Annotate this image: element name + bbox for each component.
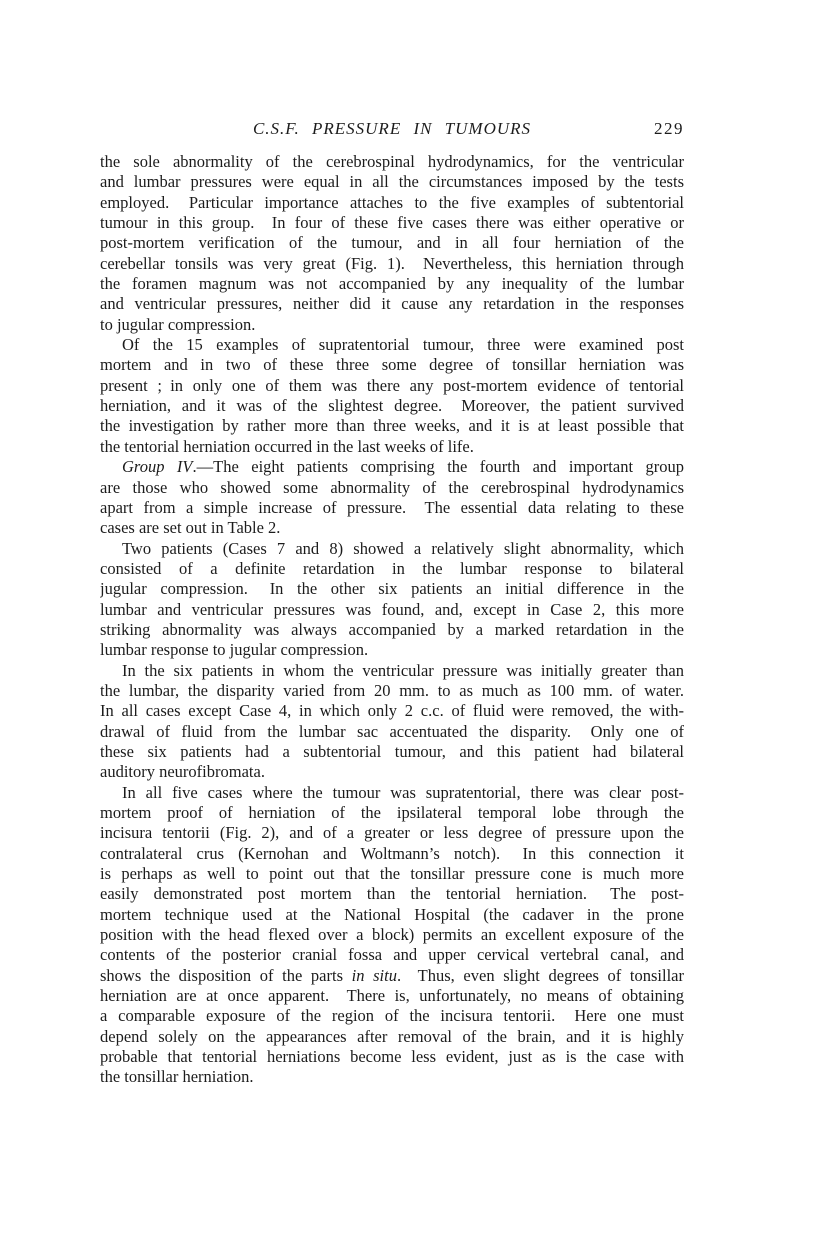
text-line: these six patients had a subtentorial tumour, and this patient had bilateral bbox=[100, 741, 684, 761]
text-line: and lumbar pressures were equal in all the circumstances imposed by the tests bbox=[100, 172, 684, 192]
text-line: In all five cases where the tumour was supratentorial, there was clear post- bbox=[122, 782, 684, 802]
text-line: auditory neurofibromata. bbox=[100, 762, 265, 782]
text-line: lumbar and ventricular pressures was found, and, except in Case 2, this more bbox=[100, 599, 684, 619]
text-line: Of the 15 examples of supratentorial tumour, three were examined post bbox=[122, 335, 684, 355]
text-line: consisted of a definite retardation in the lumbar response to bilateral bbox=[100, 558, 684, 578]
text-line: depend solely on the appearances after removal of the brain, and it is highly bbox=[100, 1026, 684, 1046]
text-line: post-mortem verification of the tumour, and in all four herniation of the bbox=[100, 233, 684, 253]
text-line: herniation, and it was of the slightest degree. Moreover, the patient survived bbox=[100, 396, 684, 416]
text-line: the investigation by rather more than three weeks, and it is at least possible that bbox=[100, 416, 684, 436]
text-line: drawal of fluid from the lumbar sac accentuated the disparity. Only one of bbox=[100, 721, 684, 741]
running-head-title: C.S.F. PRESSURE IN TUMOURS bbox=[252, 119, 532, 138]
text-line: cases are set out in Table 2. bbox=[100, 518, 281, 538]
text-line: In all cases except Case 4, in which only 2 c.c. of fluid were removed, the with- bbox=[100, 701, 684, 721]
text-line: tumour in this group. In four of these five cases there was either operative or bbox=[100, 213, 684, 233]
text-line: and ventricular pressures, neither did it cause any retardation in the responses bbox=[100, 294, 684, 314]
text-line: easily demonstrated post mortem than the tentorial herniation. The post- bbox=[100, 884, 684, 904]
running-head bbox=[100, 118, 684, 139]
text-line: mortem and in two of these three some degree of tonsillar herniation was bbox=[100, 355, 684, 375]
text-line: lumbar response to jugular compression. bbox=[100, 640, 369, 660]
text-line: present ; in only one of them was there any post-mortem evidence of tentorial bbox=[100, 375, 684, 395]
page-number: 229 bbox=[654, 119, 684, 138]
page-body bbox=[100, 152, 684, 1088]
text-line: probable that tentorial herniations become less evident, just as is the case with bbox=[100, 1047, 684, 1067]
text-line: herniation are at once apparent. There is, unfortunately, no means of obtaining bbox=[100, 986, 684, 1006]
text-line: contralateral crus (Kernohan and Woltmann’s notch). In this connection it bbox=[100, 843, 684, 863]
text-line: to jugular compression. bbox=[100, 314, 256, 334]
text-line: is perhaps as well to point out that the tonsillar pressure cone is much more bbox=[100, 864, 684, 884]
text-line: the sole abnormality of the cerebrospinal hydrodynamics, for the ventricular bbox=[100, 152, 684, 171]
text-line: jugular compression. In the other six patients an initial difference in the bbox=[100, 579, 684, 599]
text-line: mortem technique used at the National Hospital (the cadaver in the prone bbox=[100, 904, 684, 924]
text-line: a comparable exposure of the region of the incisura tentorii. Here one must bbox=[100, 1006, 684, 1026]
text-line: contents of the posterior cranial fossa and upper cervical vertebral canal, and bbox=[100, 945, 684, 965]
text-line: mortem proof of herniation of the ipsilateral temporal lobe through the bbox=[100, 803, 684, 822]
text-line: Group IV.—The eight patients comprising the fourth and important group bbox=[122, 457, 684, 477]
text-line: the tentorial herniation occurred in the last weeks of life. bbox=[100, 436, 474, 456]
text-line: employed. Particular importance attaches to the five examples of subtentorial bbox=[100, 192, 684, 212]
text-line: Two patients (Cases 7 and 8) showed a relatively slight abnormality, which bbox=[122, 538, 684, 558]
text-line: apart from a simple increase of pressure. The essential data relating to these bbox=[100, 497, 684, 517]
text-line: the lumbar, the disparity varied from 20 mm. to as much as 100 mm. of water. bbox=[100, 680, 684, 700]
text-line: striking abnormality was always accompanied by a marked retardation in the bbox=[100, 619, 684, 639]
text-line: cerebellar tonsils was very great (Fig. 1). Nevertheless, this herniation through bbox=[100, 253, 684, 273]
text-line: are those who showed some abnormality of the cerebrospinal hydrodynamics bbox=[100, 477, 684, 497]
text-line: the foramen magnum was not accompanied by any inequality of the lumbar bbox=[100, 274, 684, 294]
text-column bbox=[100, 118, 684, 1088]
text-line: In the six patients in whom the ventricular pressure was initially greater than bbox=[122, 660, 684, 680]
text-line: position with the head flexed over a block) permits an excellent exposure of the bbox=[100, 925, 684, 945]
text-line: the tonsillar herniation. bbox=[100, 1067, 254, 1087]
text-line: incisura tentorii (Fig. 2), and of a greater or less degree of pressure upon the bbox=[100, 823, 684, 843]
text-line: shows the disposition of the parts in situ. Thus, even slight degrees of tonsillar bbox=[100, 965, 684, 985]
